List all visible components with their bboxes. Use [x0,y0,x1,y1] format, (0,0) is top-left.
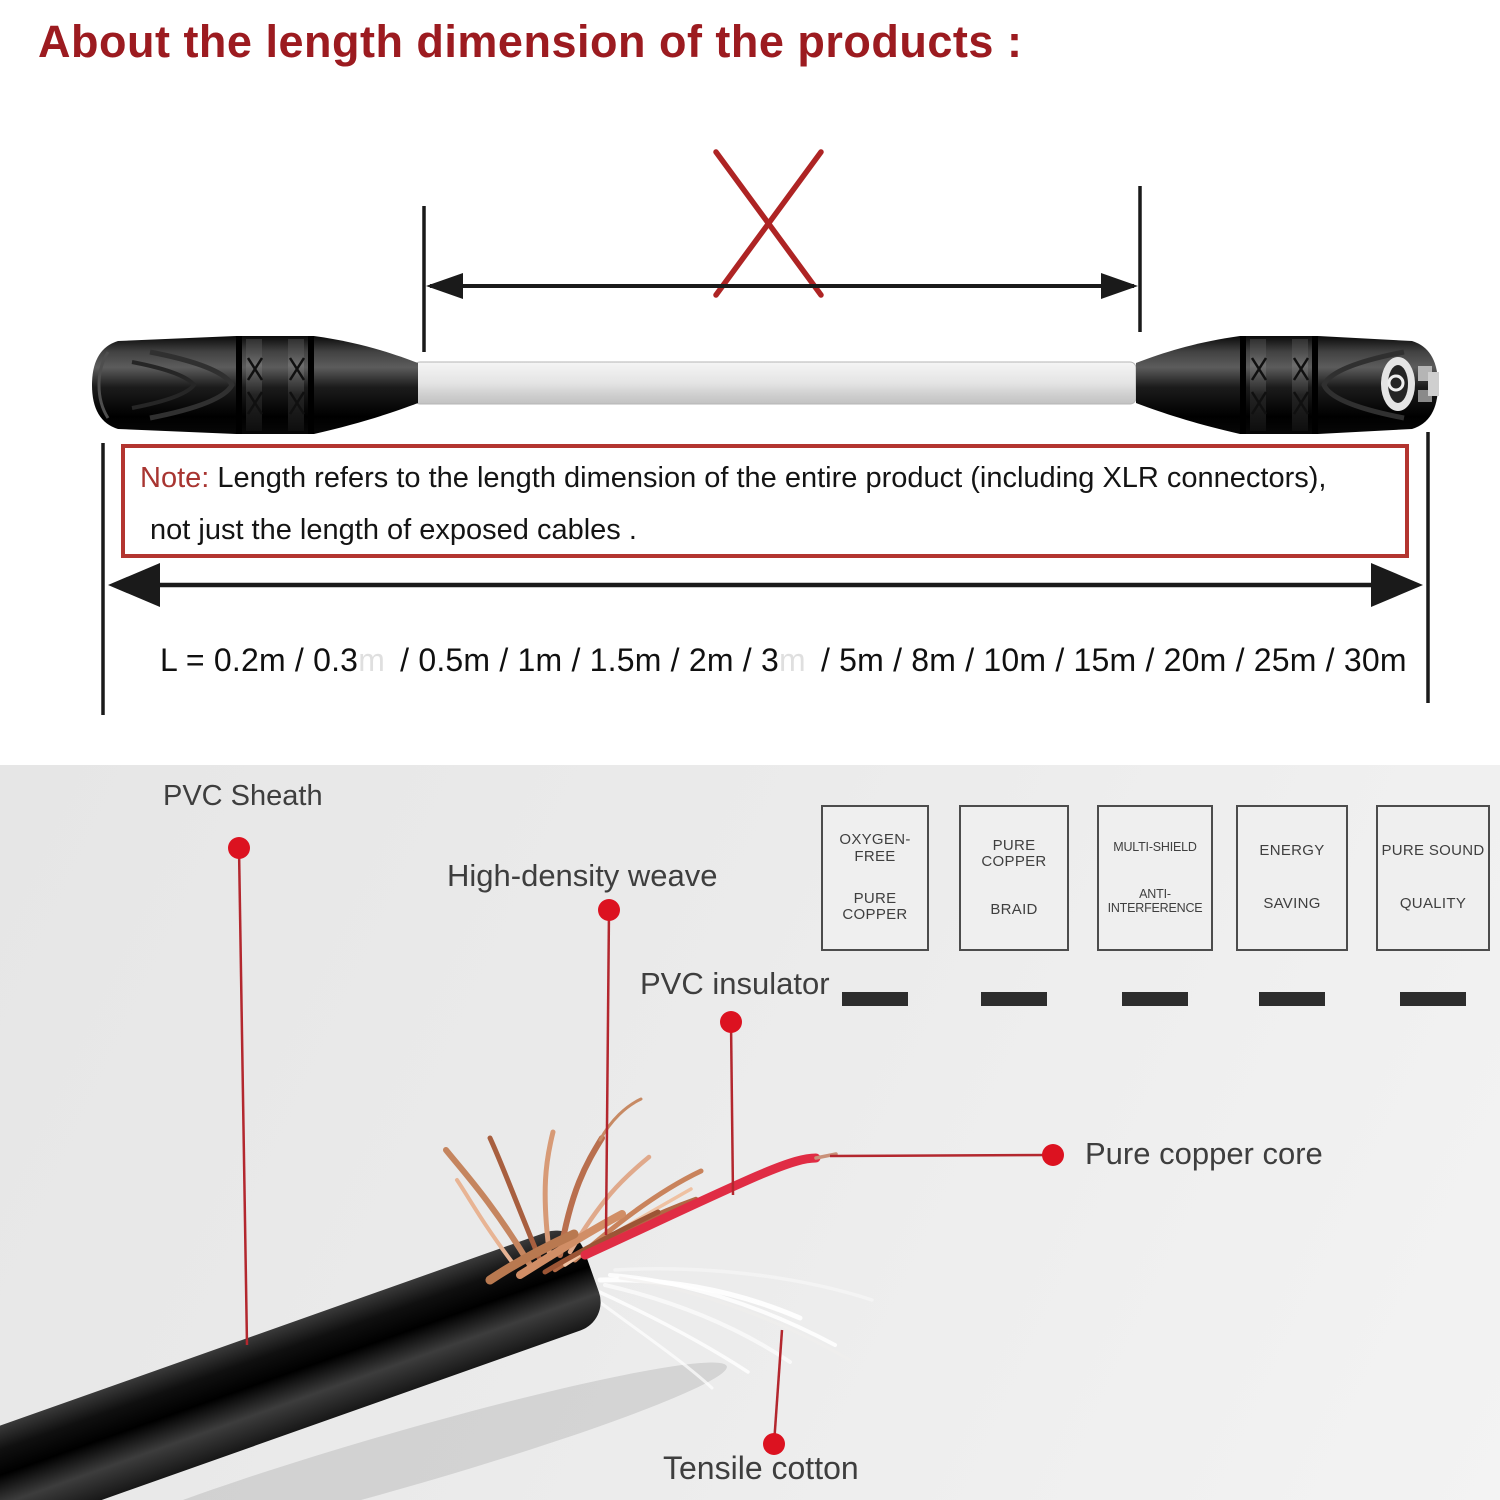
badge-multi-shield-anti-interference: MULTI-SHIELD ANTI-INTERFERENCE [1097,805,1213,951]
copper-core-wire [585,1154,836,1255]
badge-underline-dash [842,992,908,1006]
xlr-connector-left [92,336,418,434]
cable-body [414,362,1136,404]
tensile-cotton-fibers [590,1269,872,1388]
callout-line-cotton [774,1330,782,1444]
note-label: Note: [140,462,210,494]
callout-line-weave [606,910,609,1235]
callout-dot-sheath [228,837,250,859]
badge-pure-copper-braid: PURE COPPER BRAID [959,805,1069,951]
length-options-text: L = 0.2m / 0.3m / 0.5m / 1m / 1.5m / 2m / 3m / 5m / 8m / 10m / 15m / 20m / 25m / 30m [160,642,1407,678]
callout-dot-insulator [720,1011,742,1033]
x-mark-icon [716,152,821,295]
badge-underline-dash [981,992,1047,1006]
cable-only-dimension-arrow [424,186,1140,352]
label-pure-copper-core: Pure copper core [1085,1136,1323,1171]
xlr-connector-right [1136,336,1439,434]
badge-energy-saving: ENERGY SAVING [1236,805,1348,951]
faded-character: m [779,642,806,678]
badge-underline-dash [1122,992,1188,1006]
callout-line-insulator [731,1022,733,1195]
page-title: About the length dimension of the products : [38,16,1023,67]
callout-dot-core [1042,1144,1064,1166]
label-pvc-insulator: PVC insulator [640,966,830,1001]
note-text-line1: Note: Length refers to the length dimension of the entire product (including XLR connectors), [140,462,1327,494]
note-text-line2: not just the length of exposed cables . [150,514,637,546]
badge-underline-dash [1259,992,1325,1006]
note-box [121,444,1409,558]
badge-oxygen-free-pure-copper: OXYGEN-FREE PURE COPPER [821,805,929,951]
badge-pure-sound-quality: PURE SOUND QUALITY [1376,805,1490,951]
callout-line-sheath [239,848,247,1345]
faded-character: m [358,642,386,678]
label-tensile-cotton: Tensile cotton [663,1450,859,1486]
callout-dot-weave [598,899,620,921]
copper-braid-strands [446,1099,701,1280]
label-high-density-weave: High-density weave [447,858,718,893]
label-pvc-sheath: PVC Sheath [163,780,323,812]
badge-underline-dash [1400,992,1466,1006]
callout-line-core [830,1155,1053,1156]
